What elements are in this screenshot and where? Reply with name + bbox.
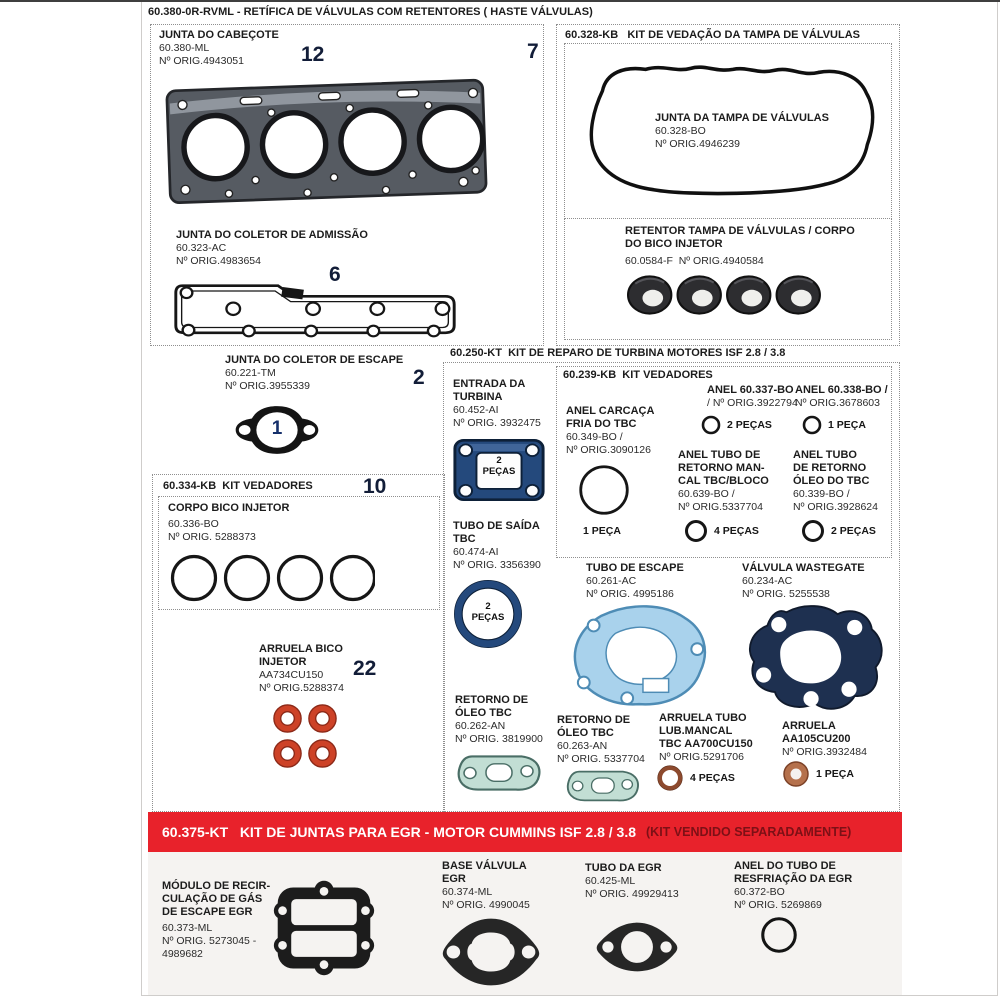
arruela-row: [782, 760, 854, 788]
egr-tubo-orig: Nº ORIG. 49929413: [585, 888, 679, 900]
wastegate-code: 60.234-AC: [742, 575, 793, 587]
egr-modulo-orig-line2: 4989682: [162, 948, 203, 960]
arruela-bico-washers-image: [271, 701, 339, 771]
valve-cover-gasket-orig: Nº ORIG.4946239: [655, 138, 740, 150]
anel-oleo-row: [801, 519, 876, 543]
retorno1-image: [452, 750, 544, 796]
egr-tubo-code: 60.425-ML: [585, 875, 636, 887]
page-title: 60.380-0R-RVML - RETÍFICA DE VÁLVULAS COM RETENTORES ( HASTE VÁLVULAS): [148, 6, 593, 18]
retorno2-image: [562, 766, 642, 806]
anel-mancal-pieces: 4 PEÇAS: [714, 525, 759, 537]
tubo-saida-code: 60.474-AI: [453, 546, 499, 558]
valve-cover-kit-qty: 7: [527, 40, 539, 63]
egr-modulo-image: [266, 874, 382, 982]
anel-oleo-name-line1: ANEL TUBO: [793, 449, 857, 461]
arruela-washer-image: [782, 760, 810, 788]
anel-oleo-pieces: 2 PEÇAS: [831, 525, 876, 537]
bottom-rule: [141, 995, 998, 996]
arruela-name-line2: AA105CU200: [782, 733, 851, 745]
anel-carcaca-pieces: 1 PEÇA: [583, 525, 621, 537]
kit-334-qty: 10: [363, 475, 387, 498]
tubo-escape-code: 60.261-AC: [586, 575, 637, 587]
valve-cover-gasket-code: 60.328-BO: [655, 125, 706, 137]
arruela-pieces: 1 PEÇA: [816, 768, 854, 780]
retainer-name-line1: RETENTOR TAMPA DE VÁLVULAS / CORPO: [625, 225, 855, 237]
egr-anel-image: [758, 914, 800, 956]
egr-modulo-name-line2: CULAÇÃO DE GÁS: [162, 893, 263, 905]
anel-338-pieces: 1 PEÇA: [828, 419, 866, 431]
egr-modulo-code: 60.373-ML: [162, 922, 213, 934]
retorno1-orig: Nº ORIG. 3819900: [455, 733, 543, 745]
exhaust-gasket-marker: 1: [271, 418, 283, 439]
valve-cover-gasket-name: JUNTA DA TAMPA DE VÁLVULAS: [655, 112, 829, 124]
egr-tubo-image: [592, 918, 682, 976]
retorno2-orig: Nº ORIG. 5337704: [557, 753, 645, 765]
anel-338-ring-image: [802, 415, 822, 435]
arruela-tubo-name-line2: LUB.MANCAL: [659, 725, 733, 737]
anel-mancal-name-line1: ANEL TUBO DE: [678, 449, 761, 461]
anel-337-row: [701, 415, 772, 435]
egr-modulo-name-line1: MÓDULO DE RECIR-: [162, 880, 271, 892]
egr-modulo-name-line3: DE ESCAPE EGR: [162, 906, 253, 918]
anel-oleo-code: 60.339-BO /: [793, 488, 850, 500]
anel-mancal-row: [684, 519, 759, 543]
anel-337-orig: / Nº ORIG.3922794: [707, 397, 798, 409]
egr-base-code: 60.374-ML: [442, 886, 493, 898]
anel-338-row: [802, 415, 866, 435]
arruela-name-line1: ARRUELA: [782, 720, 836, 732]
retainer-seals-image: [627, 269, 823, 323]
anel-mancal-name-line2: RETORNO MAN-: [678, 462, 765, 474]
arruela-bico-name-line1: ARRUELA BICO: [259, 643, 343, 655]
intake-gasket-code: 60.323-AC: [176, 242, 227, 254]
tubo-saida-name-line2: TBC: [453, 533, 476, 545]
intake-gasket-name: JUNTA DO COLETOR DE ADMISSÃO: [176, 229, 368, 241]
anel-carcaca-ring-image: [577, 463, 631, 517]
egr-tubo-name: TUBO DA EGR: [585, 862, 662, 874]
egr-anel-name-line1: ANEL DO TUBO DE: [734, 860, 836, 872]
kit-239-header: 60.239-KB KIT VEDADORES: [563, 369, 713, 381]
valve-cover-gasket-box: [564, 43, 892, 219]
egr-anel-code: 60.372-BO: [734, 886, 785, 898]
arruela-tubo-ring-image: [656, 764, 684, 792]
egr-banner: [148, 812, 902, 852]
anel-338-orig: Nº ORIG.3678603: [795, 397, 880, 409]
retorno1-name-line2: ÓLEO TBC: [455, 707, 512, 719]
arruela-tubo-name-line1: ARRUELA TUBO: [659, 712, 747, 724]
right-rule: [997, 2, 998, 995]
valve-cover-kit-section: [556, 24, 900, 346]
anel-oleo-ring-image: [801, 519, 825, 543]
arruela-tubo-row: [656, 764, 735, 792]
egr-base-name-line1: BASE VÁLVULA: [442, 860, 527, 872]
corpo-bico-rings-image: [169, 553, 375, 603]
anel-oleo-name-line2: DE RETORNO: [793, 462, 867, 474]
anel-mancal-code: 60.639-BO /: [678, 488, 735, 500]
retorno2-name-line1: RETORNO DE: [557, 714, 631, 726]
arruela-bico-name-line2: INJETOR: [259, 656, 307, 668]
entrada-turbina-code: 60.452-AI: [453, 404, 499, 416]
entrada-turbina-name-line2: TURBINA: [453, 391, 503, 403]
tubo-escape-name: TUBO DE ESCAPE: [586, 562, 684, 574]
anel-337-name: ANEL 60.337-BO: [707, 384, 794, 396]
anel-mancal-orig: Nº ORIG.5337704: [678, 501, 763, 513]
kit-239-section: [556, 366, 892, 558]
arruela-tubo-pieces: 4 PEÇAS: [690, 772, 735, 784]
egr-banner-title: 60.375-KT KIT DE JUNTAS PARA EGR - MOTOR CUMMINS ISF 2.8 / 3.8: [162, 824, 637, 840]
arruela-bico-code: AA734CU150: [259, 669, 324, 681]
anel-carcaca-name-line2: FRIA DO TBC: [566, 418, 637, 430]
arruela-bico-orig: Nº ORIG.5288374: [259, 682, 344, 694]
retorno2-name-line2: ÓLEO TBC: [557, 727, 614, 739]
exhaust-gasket-code: 60.221-TM: [225, 367, 276, 379]
wastegate-orig: Nº ORIG. 5255538: [742, 588, 830, 600]
retainer-name-line2: DO BICO INJETOR: [625, 238, 723, 250]
egr-anel-orig: Nº ORIG. 5269869: [734, 899, 822, 911]
corpo-bico-code: 60.336-BO: [168, 518, 219, 530]
tubo-saida-name-line1: TUBO DE SAÍDA: [453, 520, 540, 532]
anel-carcaca-code: 60.349-BO /: [566, 431, 623, 443]
retorno2-code: 60.263-AN: [557, 740, 608, 752]
arruela-orig: Nº ORIG.3932484: [782, 746, 867, 758]
egr-modulo-orig-line1: Nº ORIG. 5273045 -: [162, 935, 257, 947]
tubo-saida-orig: Nº ORIG. 3356390: [453, 559, 541, 571]
anel-oleo-orig: Nº ORIG.3928624: [793, 501, 878, 513]
retorno1-name-line1: RETORNO DE: [455, 694, 529, 706]
tubo-escape-image: [568, 600, 714, 710]
egr-section: [148, 852, 902, 995]
retorno1-code: 60.262-AN: [455, 720, 506, 732]
entrada-turbina-pieces: 2 PEÇAS: [482, 455, 516, 477]
kit-334-section: [152, 474, 445, 812]
egr-anel-name-line2: RESFRIAÇÃO DA EGR: [734, 873, 853, 885]
intake-gasket-image: [169, 275, 461, 339]
head-gasket-section: [150, 24, 544, 346]
exhaust-gasket-orig: Nº ORIG.3955339: [225, 380, 310, 392]
turbo-kit-header: 60.250-KT KIT DE REPARO DE TURBINA MOTORES ISF 2.8 / 3.8: [450, 347, 786, 359]
valve-cover-retainer-box: [564, 218, 892, 340]
anel-oleo-name-line3: ÓLEO DO TBC: [793, 475, 870, 487]
egr-banner-note: (KIT VENDIDO SEPARADAMENTE): [646, 825, 852, 839]
intake-gasket-qty: 6: [329, 263, 341, 286]
intake-gasket-orig: Nº ORIG.4983654: [176, 255, 261, 267]
anel-mancal-ring-image: [684, 519, 708, 543]
wastegate-name: VÁLVULA WASTEGATE: [742, 562, 865, 574]
anel-337-pieces: 2 PEÇAS: [727, 419, 772, 431]
turbo-kit-qty: 2: [413, 366, 425, 389]
head-gasket-image: [164, 71, 489, 211]
head-gasket-qty: 12: [301, 43, 325, 66]
kit-334-header: 60.334-KB KIT VEDADORES: [163, 480, 313, 492]
anel-mancal-name-line3: CAL TBC/BLOCO: [678, 475, 769, 487]
arruela-tubo-orig: Nº ORIG.5291706: [659, 751, 744, 763]
corpo-bico-name: CORPO BICO INJETOR: [168, 502, 290, 514]
corpo-bico-box: [158, 496, 440, 610]
head-gasket-orig: Nº ORIG.4943051: [159, 55, 244, 67]
tubo-saida-pieces: 2 PEÇAS: [471, 601, 505, 623]
exhaust-gasket-name: JUNTA DO COLETOR DE ESCAPE: [225, 354, 404, 366]
egr-base-orig: Nº ORIG. 4990045: [442, 899, 530, 911]
corpo-bico-orig: Nº ORIG. 5288373: [168, 531, 256, 543]
top-rule: [0, 0, 1000, 2]
tubo-escape-orig: Nº ORIG. 4995186: [586, 588, 674, 600]
anel-337-ring-image: [701, 415, 721, 435]
arruela-bico-qty: 22: [353, 657, 377, 680]
head-gasket-code: 60.380-ML: [159, 42, 210, 54]
anel-carcaca-orig: Nº ORIG.3090126: [566, 444, 651, 456]
retainer-code: 60.0584-F Nº ORIG.4940584: [625, 255, 764, 267]
valve-cover-kit-header: 60.328-KB KIT DE VEDAÇÃO DA TAMPA DE VÁLVULAS: [565, 29, 860, 41]
head-gasket-name: JUNTA DO CABEÇOTE: [159, 29, 279, 41]
egr-base-name-line2: EGR: [442, 873, 466, 885]
anel-338-name: ANEL 60.338-BO /: [795, 384, 888, 396]
egr-base-image: [437, 914, 545, 990]
entrada-turbina-orig: Nº ORIG. 3932475: [453, 417, 541, 429]
arruela-tubo-name-line3: TBC AA700CU150: [659, 738, 753, 750]
entrada-turbina-name-line1: ENTRADA DA: [453, 378, 526, 390]
wastegate-image: [737, 599, 887, 713]
left-rule: [141, 2, 142, 995]
anel-carcaca-name-line1: ANEL CARCAÇA: [566, 405, 655, 417]
